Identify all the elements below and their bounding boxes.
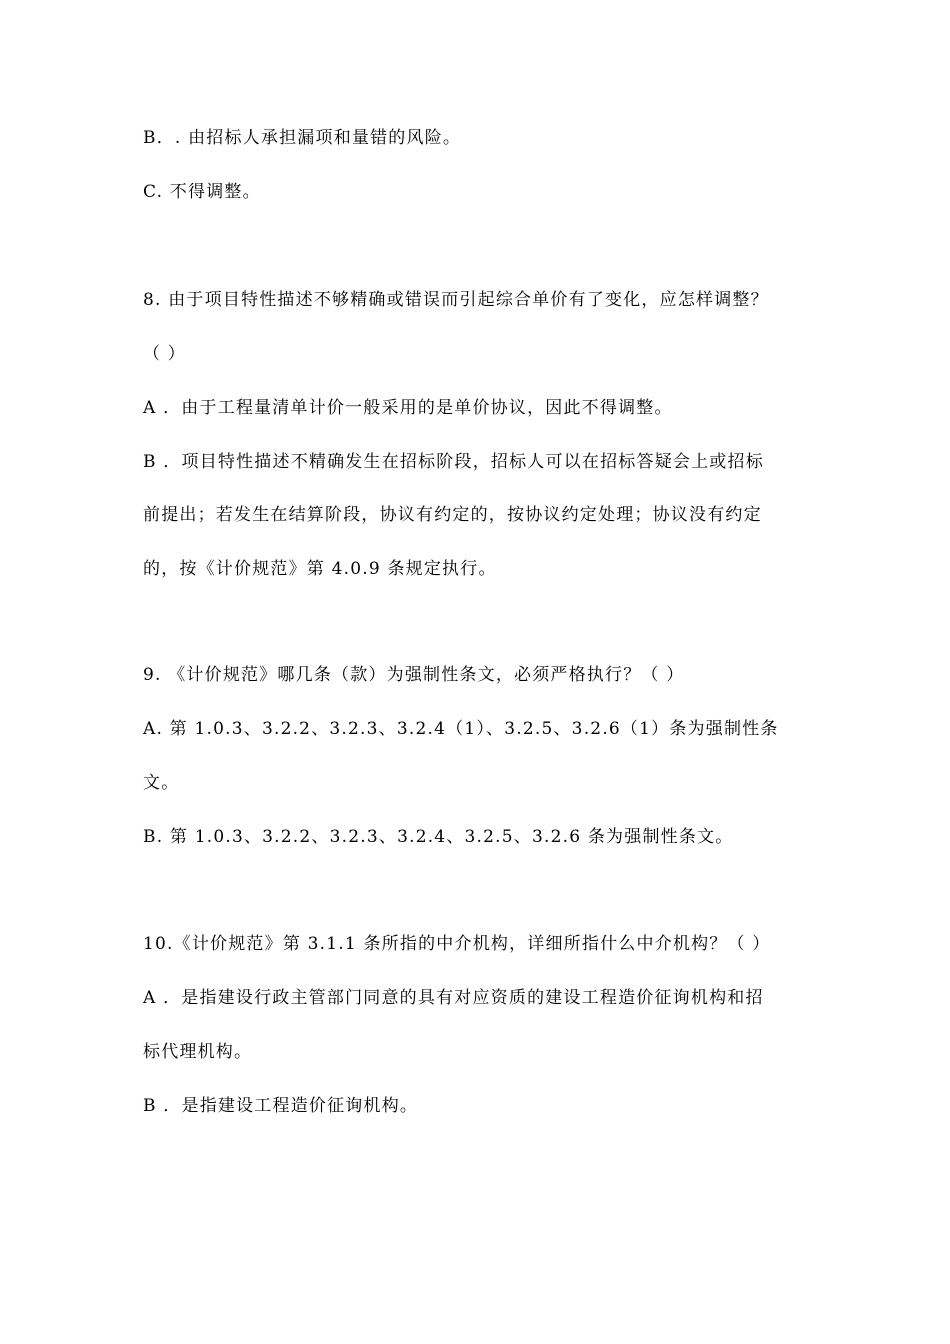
option-b-q7: B．. 由招标人承担漏项和量错的风险。: [143, 128, 462, 148]
option-c-q7: C. 不得调整。: [143, 182, 261, 202]
option-b-q8-line3: 的，按《计价规范》第 4.0.9 条规定执行。: [143, 559, 497, 579]
option-a-q9-line1: A. 第 1.0.3、3.2.2、3.2.3、3.2.4（1）、3.2.5、3.2.6（1）条为强制性条: [143, 719, 779, 739]
option-b-q8-line2: 前提出；若发生在结算阶段，协议有约定的，按协议约定处理；协议没有约定: [143, 505, 762, 525]
question-8: 8. 由于项目特性描述不够精确或错误而引起综合单价有了变化，应怎样调整？: [143, 290, 769, 310]
option-a-q8: A ．由于工程量清单计价一般采用的是单价协议，因此不得调整。: [143, 398, 673, 418]
option-a-q9-line2: 文。: [143, 773, 180, 793]
option-b-q9: B. 第 1.0.3、3.2.2、3.2.3、3.2.4、3.2.5、3.2.6 条为强制性条文。: [143, 827, 734, 847]
question-10: 10.《计价规范》第 3.1.1 条所指的中介机构，详细所指什么中介机构？（ ）: [143, 934, 771, 954]
question-8-blank: （ ）: [143, 344, 187, 364]
option-a-q10-line2: 标代理机构。: [143, 1042, 253, 1062]
option-b-q8-line1: B ．项目特性描述不精确发生在招标阶段，招标人可以在招标答疑会上或招标: [143, 452, 764, 472]
option-b-q10: B ．是指建设工程造价征询机构。: [143, 1096, 419, 1116]
option-a-q10-line1: A ．是指建设行政主管部门同意的具有对应资质的建设工程造价征询机构和招: [143, 988, 764, 1008]
question-9: 9. 《计价规范》哪几条（款）为强制性条文，必须严格执行？（ ）: [143, 665, 685, 685]
